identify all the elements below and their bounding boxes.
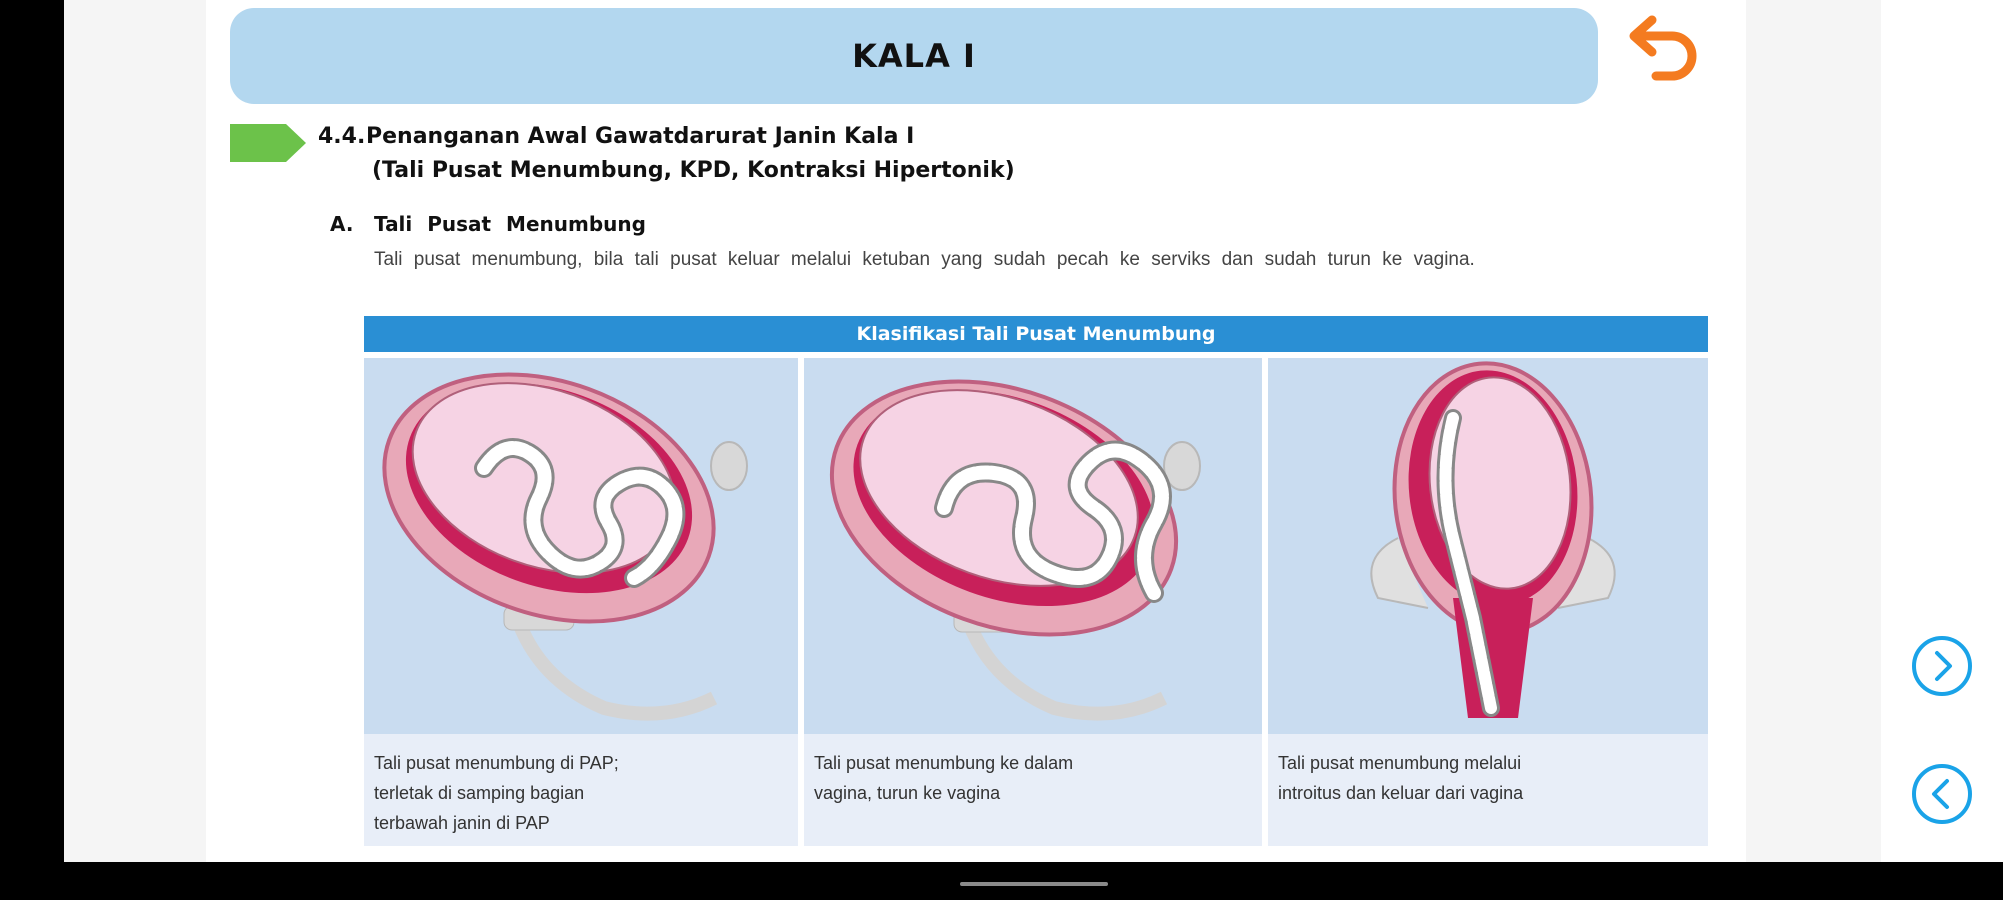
figure-panel-3: [1268, 358, 1708, 734]
subsection-letter: A.: [330, 212, 354, 236]
figure-caption-cell-1: [364, 734, 798, 846]
prolapse-vagina-illustration: [804, 358, 1262, 734]
figure-caption-2: Tali pusat menumbung ke dalam vagina, turun ke vagina: [814, 753, 1074, 803]
section-title: Penanganan Awal Gawatdarurat Janin Kala I: [366, 124, 915, 149]
figure-panel-2: [804, 358, 1262, 734]
subsection-body: Tali pusat menumbung, bila tali pusat keluar melalui ketuban yang sudah pecah ke serviks dan sudah turun ke vagina.: [374, 249, 1475, 270]
title-bar: [230, 8, 1598, 104]
subsection-heading: Tali Pusat Menumbung: [374, 212, 646, 236]
figure-panel-1: [364, 358, 798, 734]
nav-strip: [1881, 0, 2003, 862]
figure-header: [364, 316, 1708, 352]
prolapse-introitus-illustration: [1268, 358, 1708, 734]
figure-caption-1: Tali pusat menumbung di PAP; terletak di samping bagian terbawah janin di PAP: [374, 753, 619, 833]
section-subtitle: (Tali Pusat Menumbung, KPD, Kontraksi Hipertonik): [372, 158, 1015, 183]
figure-caption-3: Tali pusat menumbung melalui introitus dan keluar dari vagina: [1278, 753, 1524, 803]
next-page-button[interactable]: [1910, 634, 1974, 698]
section-marker-icon: [230, 124, 306, 162]
page-title: KALA I: [852, 37, 976, 75]
classification-figure: [364, 316, 1708, 846]
figure-caption-cell-2: [804, 734, 1262, 846]
chevron-right-circle-icon: [1910, 634, 1974, 698]
prolapse-pap-illustration: [364, 358, 798, 734]
figure-title: Klasifikasi Tali Pusat Menumbung: [856, 323, 1216, 345]
home-indicator[interactable]: [960, 882, 1108, 886]
section-number: 4.4.: [318, 124, 366, 149]
prev-page-button[interactable]: [1910, 762, 1974, 826]
back-button[interactable]: [1620, 12, 1700, 84]
chevron-left-circle-icon: [1910, 762, 1974, 826]
figure-caption-cell-3: [1268, 734, 1708, 846]
undo-arrow-icon: [1620, 12, 1700, 84]
